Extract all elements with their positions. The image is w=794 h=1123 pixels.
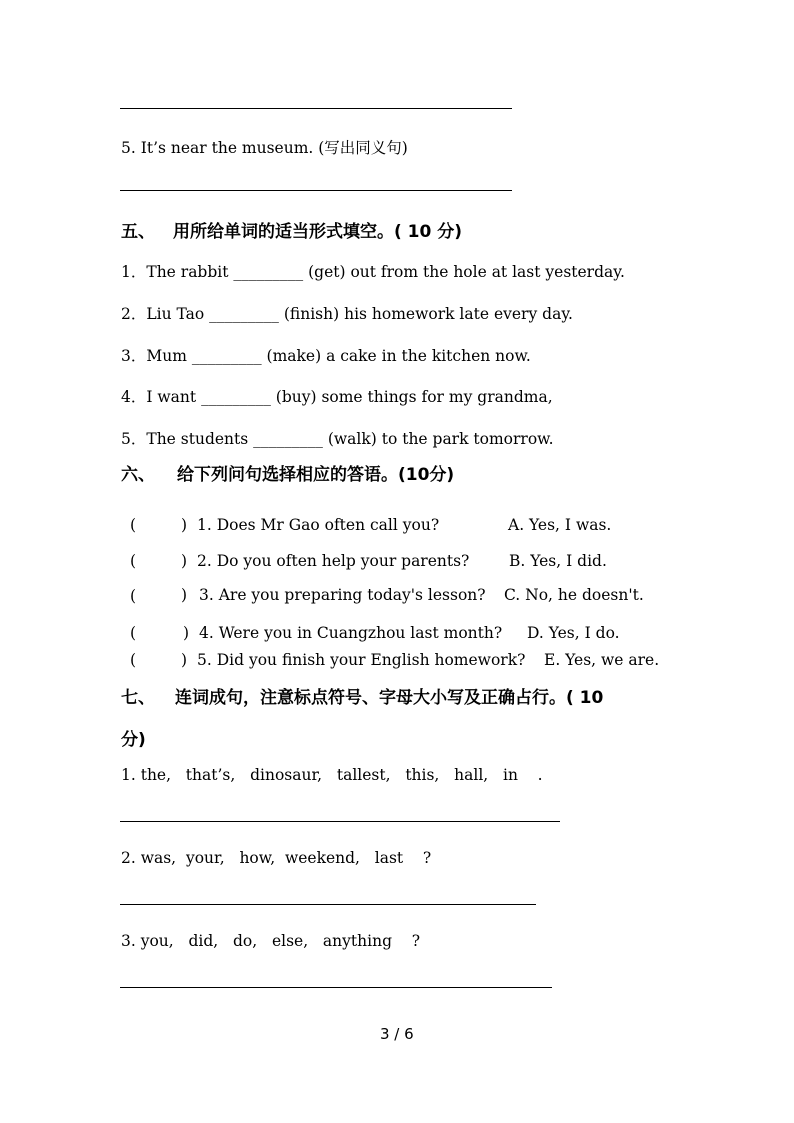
section6-number: 六、 bbox=[121, 465, 155, 485]
section7-title-line1: 连词成句，注意标点符号、字母大小写及正确占行。( 10 bbox=[175, 688, 604, 708]
s5-item-4-blank[interactable]: _________ bbox=[201, 388, 271, 406]
s5-item-4 bbox=[121, 385, 553, 407]
s7-item-3: 3. you, did, do, else, anything ? bbox=[121, 932, 421, 950]
top-item-5: 5. It’s near the museum. (写出同义句) bbox=[121, 139, 408, 157]
s7-answer-line-1[interactable] bbox=[120, 821, 560, 822]
s5-item-4-after: (buy) some things for my grandma, bbox=[275, 388, 553, 406]
s6-row-4-open[interactable]: ( bbox=[130, 624, 137, 642]
section5-heading bbox=[121, 217, 462, 242]
s6-row-5-question: 5. Did you finish your English homework? bbox=[197, 651, 526, 669]
s6-row-4-question: 4. Were you in Cuangzhou last month? bbox=[199, 624, 503, 642]
s7-item-1: 1. the, that’s, dinosaur, tallest, this, hall, in . bbox=[121, 766, 543, 784]
s6-row-5-answer: E. Yes, we are. bbox=[544, 651, 660, 669]
s5-item-3-after: (make) a cake in the kitchen now. bbox=[266, 347, 531, 365]
section7-title-line2: 分) bbox=[121, 730, 146, 750]
s5-item-1-blank[interactable]: _________ bbox=[233, 263, 304, 281]
s5-item-1-after: (get) out from the hole at last yesterday. bbox=[308, 263, 625, 281]
s6-row-2-close: ) bbox=[181, 552, 188, 570]
s5-item-5-blank[interactable]: _________ bbox=[253, 430, 323, 448]
s6-row-5-open[interactable]: ( bbox=[130, 651, 137, 669]
s6-row-2-open[interactable]: ( bbox=[130, 552, 137, 570]
section5-number: 五、 bbox=[121, 222, 155, 242]
s5-item-1 bbox=[121, 260, 625, 282]
s6-row-1-open[interactable]: ( bbox=[130, 516, 137, 534]
s5-item-3 bbox=[121, 344, 531, 366]
s6-row-2-question: 2. Do you often help your parents? bbox=[197, 552, 470, 570]
s7-answer-line-2[interactable] bbox=[120, 904, 536, 905]
s5-item-2-before: 2．Liu Tao bbox=[121, 305, 205, 323]
s5-item-3-blank[interactable]: _________ bbox=[191, 347, 262, 365]
s6-row-1-question: 1. Does Mr Gao often call you? bbox=[197, 516, 440, 534]
s5-item-1-before: 1．The rabbit bbox=[121, 263, 229, 281]
s5-item-2 bbox=[121, 302, 573, 324]
s6-row-4-answer: D. Yes, I do. bbox=[527, 624, 620, 642]
s6-row-1-answer: A. Yes, I was. bbox=[508, 516, 612, 534]
s5-item-5-before: 5．The students bbox=[121, 430, 249, 448]
s5-item-2-blank[interactable]: _________ bbox=[209, 305, 279, 323]
s6-row-3-open[interactable]: ( bbox=[130, 587, 137, 605]
page-number: 3 / 6 bbox=[380, 1025, 414, 1043]
s6-row-5-close: ) bbox=[181, 651, 188, 669]
s6-row-2-answer: B. Yes, I did. bbox=[509, 552, 607, 570]
answer-line-top-item5[interactable] bbox=[120, 190, 512, 191]
answer-line-top[interactable] bbox=[120, 108, 512, 109]
s5-item-5-after: (walk) to the park tomorrow. bbox=[327, 430, 554, 448]
s5-item-5 bbox=[121, 427, 554, 449]
section6-title: 给下列问句选择相应的答语。(10分) bbox=[177, 465, 455, 485]
s7-item-2: 2. was, your, how, weekend, last ? bbox=[121, 849, 432, 867]
s6-row-3-close: ) bbox=[181, 586, 188, 604]
s5-item-2-after: (finish) his homework late every day. bbox=[283, 305, 573, 323]
section6-heading bbox=[121, 460, 454, 485]
s5-item-3-before: 3．Mum bbox=[121, 347, 187, 365]
s6-row-1-close: ) bbox=[181, 516, 188, 534]
s7-answer-line-3[interactable] bbox=[120, 987, 552, 988]
s6-row-4-close: ) bbox=[183, 624, 190, 642]
section7-number: 七、 bbox=[121, 688, 155, 708]
s5-item-4-before: 4．I want bbox=[121, 388, 197, 406]
section7-heading bbox=[121, 683, 603, 708]
s6-row-3-answer: C. No, he doesn't. bbox=[504, 586, 644, 604]
section5-title: 用所给单词的适当形式填空。( 10 分) bbox=[173, 222, 463, 242]
s6-row-3-question: 3. Are you preparing today's lesson? bbox=[199, 586, 486, 604]
